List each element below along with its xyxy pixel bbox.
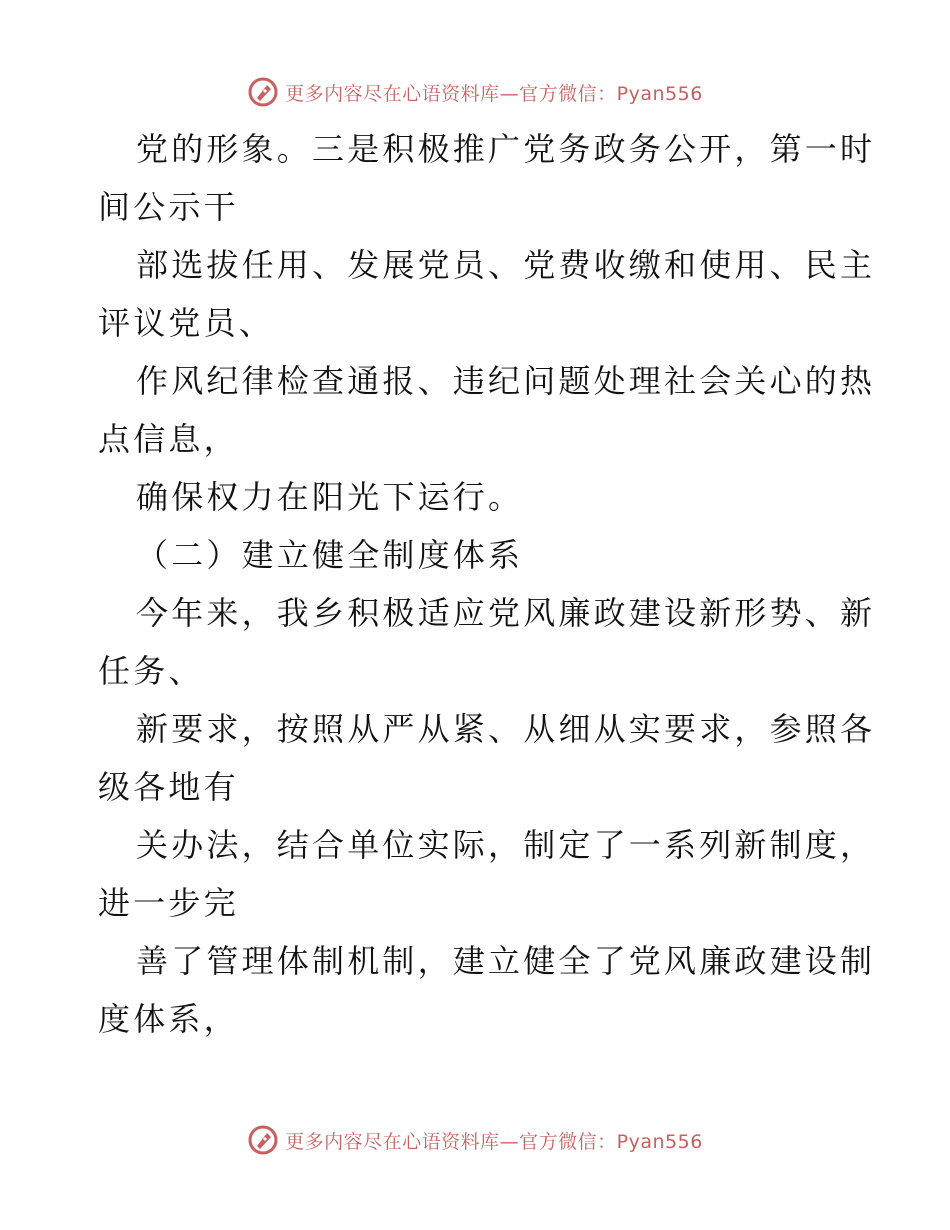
text-line: 评议党员、	[98, 304, 275, 342]
text-line: 善了管理体制机制，建立健全了党风廉政建设制	[136, 942, 876, 980]
document-body	[98, 120, 876, 1048]
header-watermark	[0, 72, 950, 112]
text-line: 今年来，我乡积极适应党风廉政建设新形势、新	[136, 594, 876, 632]
pen-nib-logo-icon	[247, 1124, 279, 1156]
text-line: 任务、	[98, 652, 204, 690]
text-line: 作风纪律检查通报、违纪问题处理社会关心的热	[136, 362, 876, 400]
watermark-text: 更多内容尽在心语资料库—官方微信：Pyan556	[285, 1130, 703, 1153]
text-line: 党的形象。三是积极推广党务政务公开，第一时	[136, 130, 876, 168]
section-heading: （二）建立健全制度体系	[136, 536, 524, 574]
text-line: 关办法，结合单位实际，制定了一系列新制度，	[136, 826, 876, 864]
footer-watermark	[0, 1120, 950, 1160]
text-line: 级各地有	[98, 768, 239, 806]
text-line: 部选拔任用、发展党员、党费收缴和使用、民主	[136, 246, 876, 284]
pen-nib-logo-icon	[247, 76, 279, 108]
text-line: 确保权力在阳光下运行。	[136, 478, 524, 516]
text-line: 新要求，按照从严从紧、从细从实要求，参照各	[136, 710, 876, 748]
text-line: 进一步完	[98, 884, 239, 922]
watermark-text: 更多内容尽在心语资料库—官方微信：Pyan556	[285, 82, 703, 105]
text-line: 间公示干	[98, 188, 239, 226]
text-line: 度体系，	[98, 1000, 239, 1038]
text-line: 点信息，	[98, 420, 239, 458]
